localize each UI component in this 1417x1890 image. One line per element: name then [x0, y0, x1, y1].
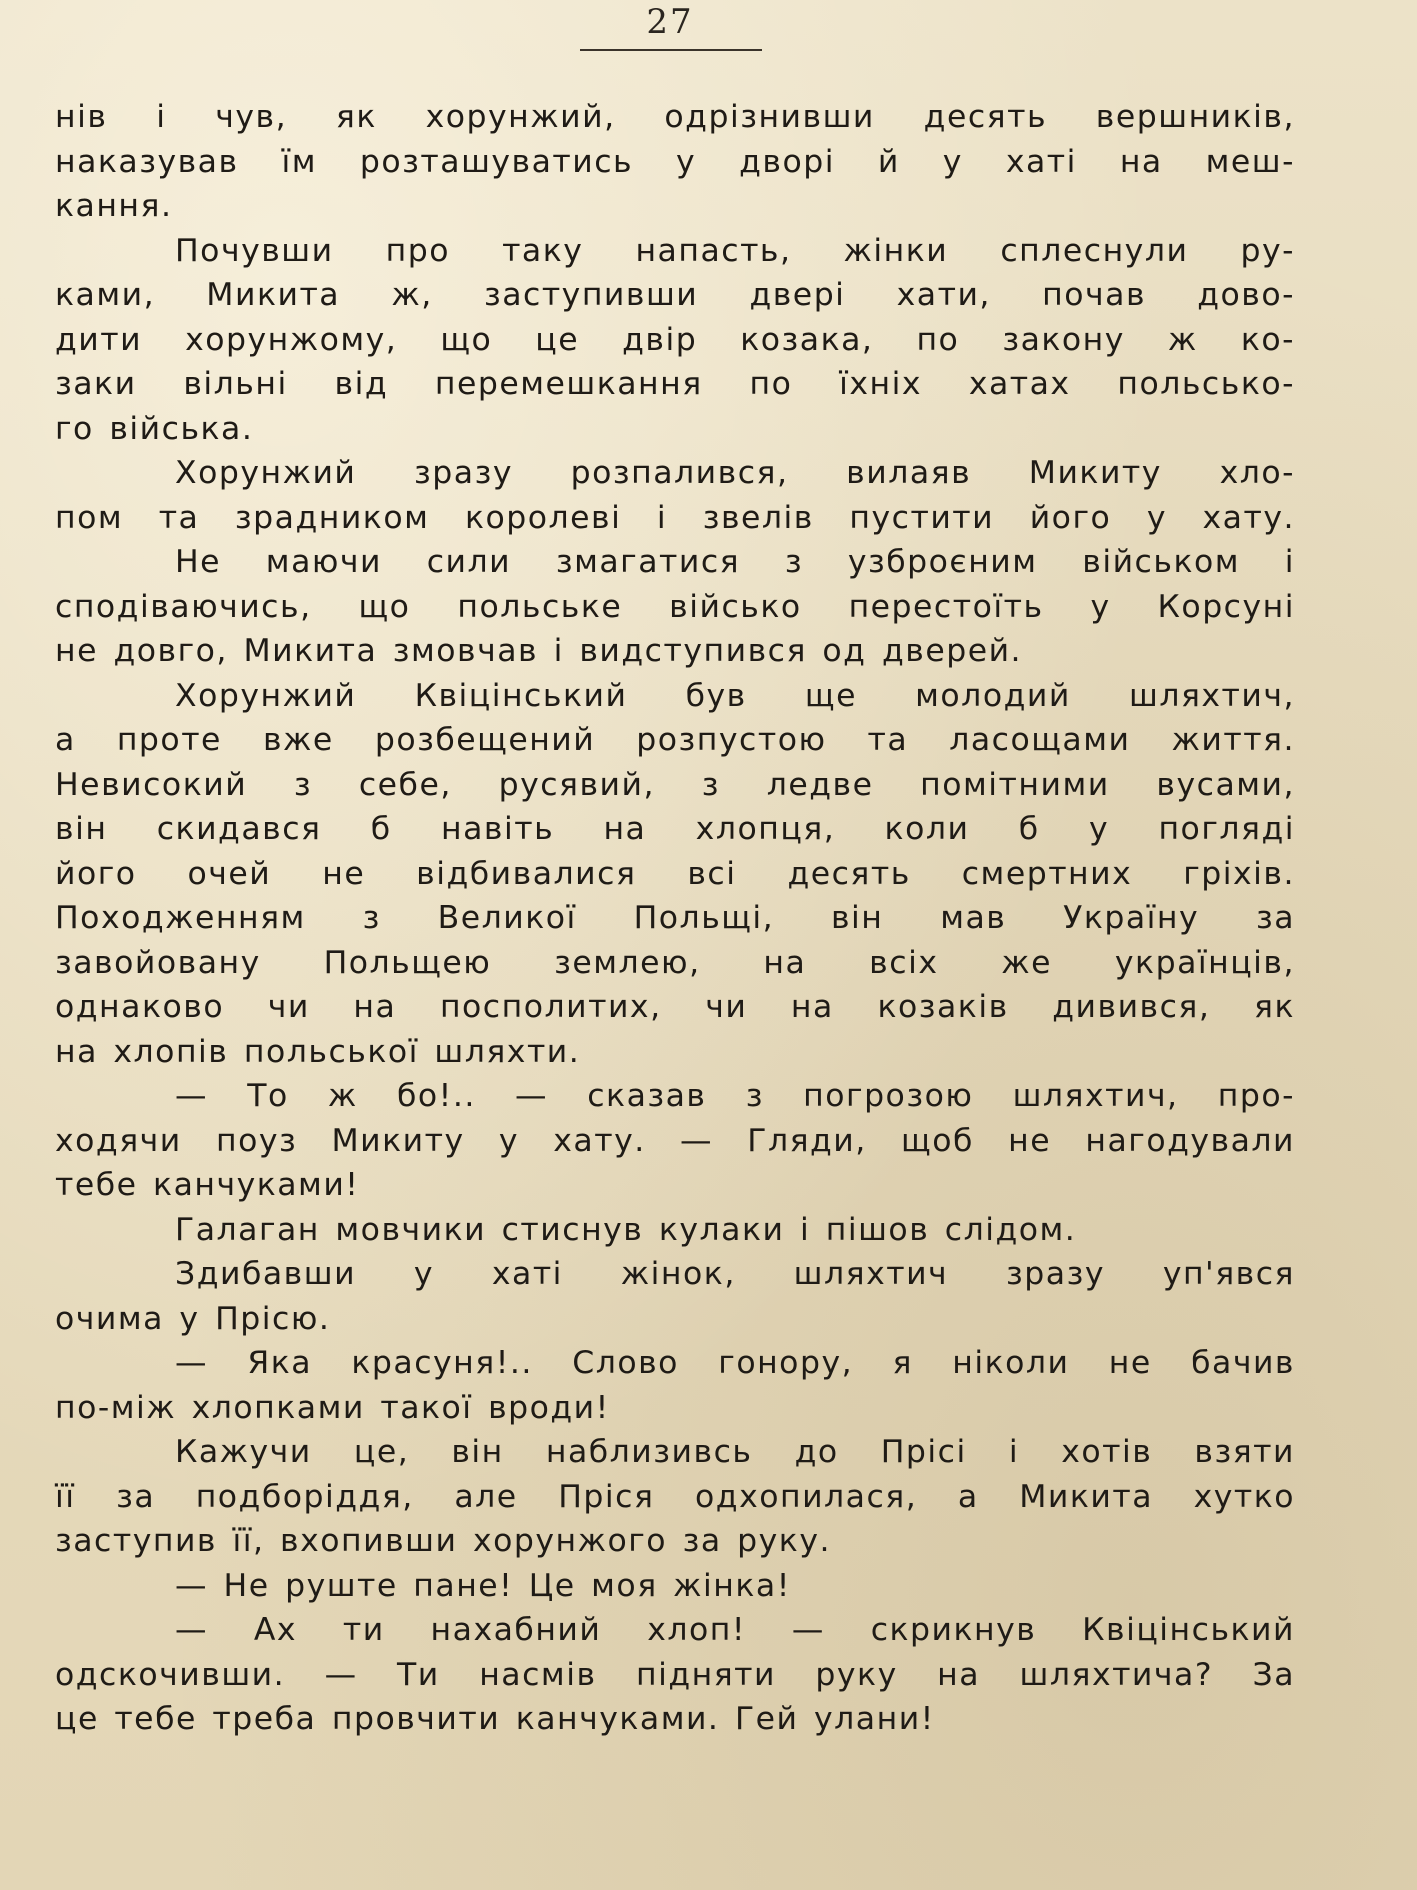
body-text: [55, 95, 1295, 1742]
text-line: не довго, Микита змовчав і видступився од дверей.: [55, 633, 1023, 669]
text-line: пом та зрадником королеві і звелів пустити його у хату.: [55, 499, 1295, 536]
text-line: Не маючи сили змагатися з узброєним військом і: [175, 544, 1295, 580]
text-line: — Яка красуня!.. Слово гонору, я ніколи не бачив: [175, 1345, 1295, 1381]
text-line: Хорунжий зразу розпалився, вилаяв Микиту хло-: [175, 455, 1295, 491]
text-line: а проте вже розбещений розпустою та ласощами життя.: [55, 722, 1295, 758]
text-line: нів і чув, як хорунжий, одрізнивши десять вершників,: [55, 99, 1295, 135]
text-line: Походженням з Великої Польщі, він мав Україну за: [55, 900, 1295, 936]
text-line: по-між хлопками такої вроди!: [55, 1389, 610, 1426]
text-line: заки вільні від перемешкання по їхніх хатах польсько-: [55, 366, 1295, 402]
page-number: 27: [646, 2, 694, 42]
text-line: — Не руште пане! Це моя жінка!: [175, 1567, 791, 1604]
text-line: його очей не відбивалися всі десять смертних гріхів.: [55, 855, 1295, 892]
text-line: однаково чи на посполитих, чи на козаків дивився, як: [55, 989, 1295, 1025]
header-rule: [580, 49, 762, 51]
text-line: заступив її, вхопивши хорунжого за руку.: [55, 1523, 831, 1559]
text-line: — То ж бо!.. — сказав з погрозою шляхтич, про-: [175, 1078, 1295, 1114]
text-line: го війська.: [55, 410, 254, 447]
text-line: очима у Прісю.: [55, 1300, 331, 1337]
text-line: дити хорунжому, що це двір козака, по закону ж ко-: [55, 321, 1295, 358]
text-line: завойовану Польщею землею, на всіх же українців,: [55, 944, 1295, 981]
text-line: Кажучи це, він наблизивсь до Прісі і хотів взяти: [175, 1434, 1295, 1470]
text-line: Невисокий з себе, русявий, з ледве помітними вусами,: [55, 766, 1295, 803]
text-line: Почувши про таку напасть, жінки сплеснули ру-: [175, 232, 1295, 269]
text-line: тебе канчуками!: [55, 1167, 360, 1203]
text-line: її за подборіддя, але Пріся одхопилася, а Микита хутко: [55, 1478, 1295, 1515]
text-line: Здибавши у хаті жінок, шляхтич зразу уп'явся: [175, 1256, 1295, 1292]
text-line: Галаган мовчики стиснув кулаки і пішов слідом.: [175, 1211, 1077, 1248]
text-line: — Ах ти нахабний хлоп! — скрикнув Квіцінський: [175, 1612, 1295, 1648]
text-line: ками, Микита ж, заступивши двері хати, почав дово-: [55, 277, 1295, 313]
text-line: одскочивши. — Ти насмів підняти руку на шляхтича? За: [55, 1656, 1295, 1693]
text-line: це тебе треба провчити канчуками. Гей улани!: [55, 1701, 935, 1737]
text-line: ходячи поуз Микиту у хату. — Гляди, щоб не нагодували: [55, 1122, 1295, 1159]
text-line: Хорунжий Квіцінський був ще молодий шляхтич,: [175, 677, 1295, 714]
text-line: на хлопів польської шляхти.: [55, 1033, 581, 1070]
text-line: кання.: [55, 188, 173, 224]
text-line: наказував їм розташуватись у дворі й у хаті на меш-: [55, 143, 1295, 180]
text-line: сподіваючись, що польське військо перестоїть у Корсуні: [55, 588, 1295, 625]
text-line: він скидався б навіть на хлопця, коли б у погляді: [55, 811, 1295, 847]
